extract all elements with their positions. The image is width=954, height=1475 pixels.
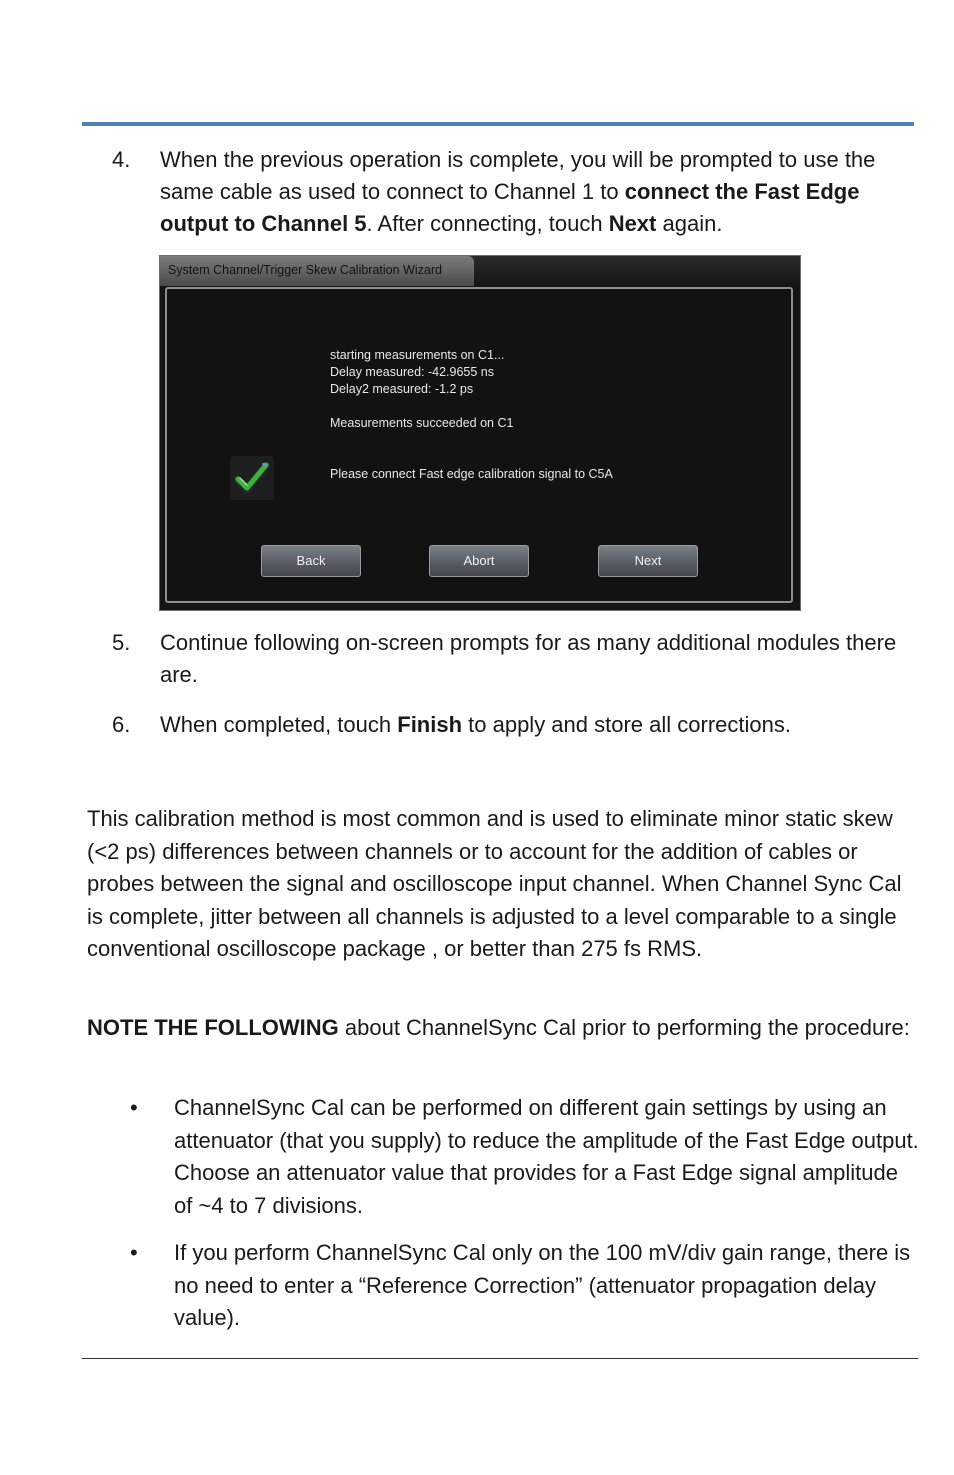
- wizard-titlebar: [160, 256, 800, 286]
- back-button[interactable]: Back: [261, 545, 361, 577]
- abort-button[interactable]: Abort: [429, 545, 529, 577]
- footer-rule: [82, 1358, 918, 1359]
- step-number: 4.: [112, 147, 131, 172]
- wizard-status-line: Delay2 measured: -1.2 ps: [330, 382, 474, 396]
- wizard-title: System Channel/Trigger Skew Calibration Wizard: [168, 263, 442, 277]
- calibration-description: This calibration method is most common and is used to eliminate minor static skew (<2 ps) differences between channels or to account for the addition of cables or probes between the signal and oscilloscope input channel. When Channel Sync Cal is complete, jitter between all channels is adjusted to a level comparable to a single conventional oscilloscope package , or better than 275 fs RMS.: [87, 806, 902, 961]
- step-text: When completed, touch Finish to apply and store all corrections.: [160, 712, 791, 737]
- step-text: Continue following on-screen prompts for as many additional modules there are.: [160, 630, 897, 687]
- wizard-status-line: Delay measured: -42.9655 ns: [330, 365, 494, 379]
- calibration-wizard-dialog: [159, 255, 801, 611]
- step-text: When the previous operation is complete, you will be prompted to use the same cable as used to connect to Channel 1 to connect the Fast Edge output to Channel 5. After connecting, touch Next again.: [160, 147, 876, 236]
- wizard-title-tab: [160, 256, 474, 286]
- wizard-prompt-line: Please connect Fast edge calibration signal to C5A: [330, 467, 613, 481]
- step-number: 6.: [112, 712, 131, 737]
- wizard-status-line: starting measurements on C1...: [330, 348, 505, 362]
- bullet-marker: •: [130, 1095, 138, 1120]
- bullet-text: If you perform ChannelSync Cal only on the 100 mV/div gain range, there is no need to enter a “Reference Correction” (attenuator propagation delay value).: [174, 1240, 911, 1330]
- step-number: 5.: [112, 630, 131, 655]
- next-button[interactable]: Next: [598, 545, 698, 577]
- wizard-status-line: Measurements succeeded on C1: [330, 416, 514, 430]
- wizard-content-panel: [165, 287, 793, 603]
- note-paragraph: NOTE THE FOLLOWING about ChannelSync Cal prior to performing the procedure:: [87, 1015, 910, 1040]
- bullet-text: ChannelSync Cal can be performed on different gain settings by using an attenuator (that you supply) to reduce the amplitude of the Fast Edge output. Choose an attenuator value that provides for a Fast Edge signal amplitude of ~4 to 7 divisions.: [174, 1095, 919, 1218]
- checkmark-icon: [230, 456, 274, 500]
- bullet-marker: •: [130, 1240, 138, 1265]
- header-rule: [82, 122, 914, 126]
